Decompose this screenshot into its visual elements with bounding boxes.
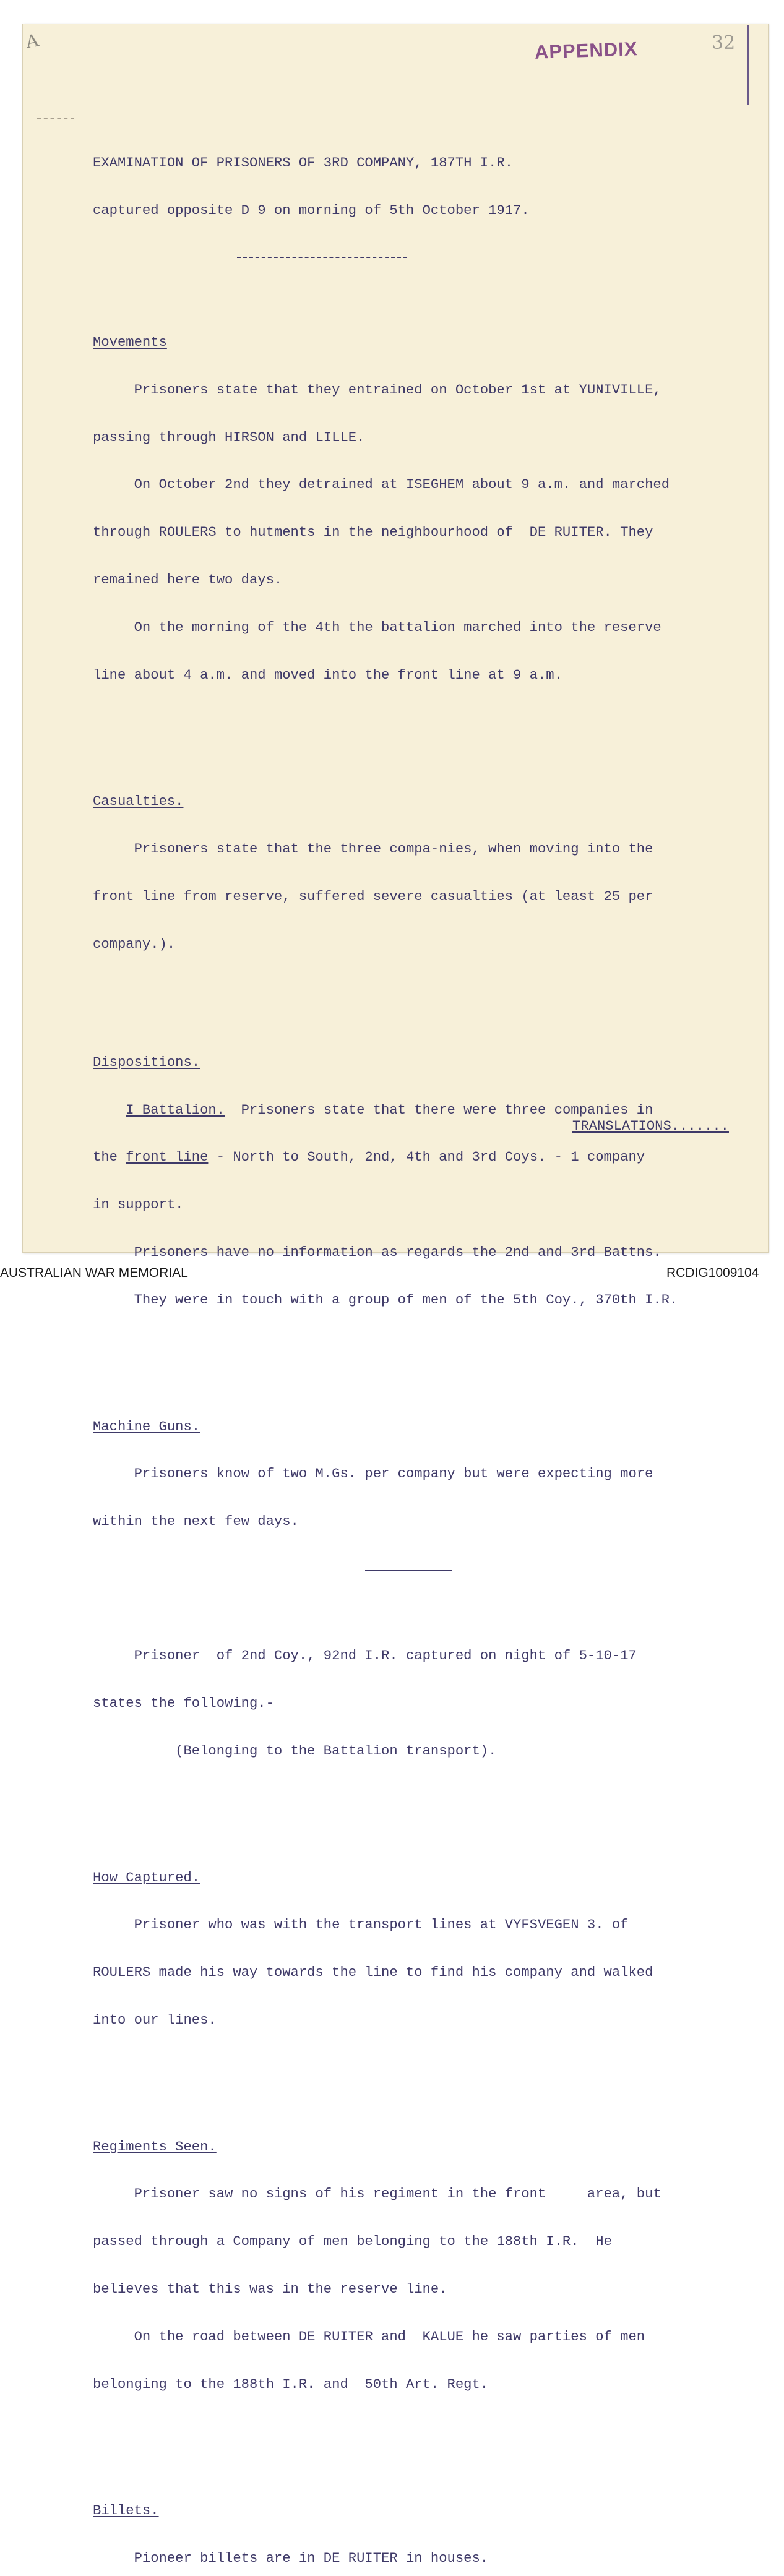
dispositions-text: Prisoners state that there were three companies in (225, 1102, 653, 1118)
archive-id: RCDIG1009104 (666, 1266, 759, 1280)
movements-line: On the morning of the 4th the battalion marched into the reserve (93, 619, 661, 635)
appendix-stamp: APPENDIX (534, 38, 639, 63)
movements-line: through ROULERS to hutments in the neighbourhood of DE RUITER. They (93, 525, 653, 541)
section-heading-machine-guns: Machine Guns. (93, 1419, 200, 1435)
regiments-seen-line: believes that this was in the reserve line. (93, 2281, 447, 2297)
movements-line: line about 4 a.m. and moved into the front line at 9 a.m. (93, 667, 562, 683)
movements-line: Prisoners state that they entrained on October 1st at YUNIVILLE, (93, 382, 661, 398)
regiments-seen-line: belonging to the 188th I.R. and 50th Art. Regt. (93, 2376, 489, 2392)
section-heading-how-captured: How Captured. (93, 1870, 200, 1886)
how-captured-line: ROULERS made his way towards the line to find his company and walked (93, 1965, 653, 1981)
how-captured-line: into our lines. (93, 2012, 217, 2028)
report-title-line-1: EXAMINATION OF PRISONERS OF 3RD COMPANY, 187TH I.R. (93, 155, 514, 171)
regiments-seen-line: passed through a Company of men belonging to the 188th I.R. He (93, 2234, 612, 2250)
section-divider (365, 1570, 452, 1571)
translations-note: TRANSLATIONS....... (572, 1118, 729, 1134)
second-prisoner-line: Prisoner of 2nd Coy., 92nd I.R. captured on night of 5-10-17 (93, 1648, 637, 1664)
billets-line: Pioneer billets are in DE RUITER in houses. (93, 2551, 489, 2567)
machine-guns-line: Prisoners know of two M.Gs. per company but were expecting more (93, 1466, 653, 1482)
dispositions-line: They were in touch with a group of men of the 5th Coy., 370th I.R. (93, 1292, 678, 1308)
section-heading-dispositions: Dispositions. (93, 1054, 200, 1070)
margin-dashes (37, 118, 74, 119)
section-heading-casualties: Casualties. (93, 794, 184, 810)
regiments-seen-line: Prisoner saw no signs of his regiment in the front area, but (93, 2186, 661, 2202)
typed-report (93, 124, 749, 2576)
report-title-line-2: captured opposite D 9 on morning of 5th October 1917. (93, 202, 530, 218)
page-number: 32 (712, 32, 736, 54)
casualties-line: Prisoners state that the three compa-nies, when moving into the (93, 841, 653, 857)
regiments-seen-line: On the road between DE RUITER and KALUE he saw parties of men (93, 2329, 645, 2345)
machine-guns-line: within the next few days. (93, 1514, 299, 1530)
section-heading-billets: Billets. (93, 2503, 159, 2519)
movements-line: remained here two days. (93, 572, 283, 588)
dispositions-line: Prisoners have no information as regards the 2nd and 3rd Battns. (93, 1244, 661, 1260)
section-heading-movements: Movements (93, 335, 167, 351)
second-prisoner-line: states the following.- (93, 1696, 274, 1711)
section-heading-regiments-seen: Regiments Seen. (93, 2139, 217, 2155)
page-edge-mark (747, 25, 749, 105)
dispositions-line (93, 1102, 749, 1118)
casualties-line: company.). (93, 936, 176, 952)
second-prisoner-line: (Belonging to the Battalion transport). (93, 1743, 497, 1759)
subheading-i-battalion: I Battalion. (126, 1102, 225, 1118)
pencil-annotation: A (24, 30, 40, 53)
casualties-line: front line from reserve, suffered severe casualties (at least 25 per (93, 888, 653, 904)
dispositions-line: the front line - North to South, 2nd, 4th and 3rd Coys. - 1 company (93, 1149, 645, 1166)
title-divider (237, 257, 407, 258)
movements-line: passing through HIRSON and LILLE. (93, 429, 365, 445)
how-captured-line: Prisoner who was with the transport lines at VYFSVEGEN 3. of (93, 1917, 629, 1933)
movements-line: On October 2nd they detrained at ISEGHEM about 9 a.m. and marched (93, 477, 670, 493)
dispositions-line: in support. (93, 1197, 184, 1213)
archive-credit: AUSTRALIAN WAR MEMORIAL (0, 1266, 188, 1280)
front-line-term: front line (126, 1149, 209, 1166)
